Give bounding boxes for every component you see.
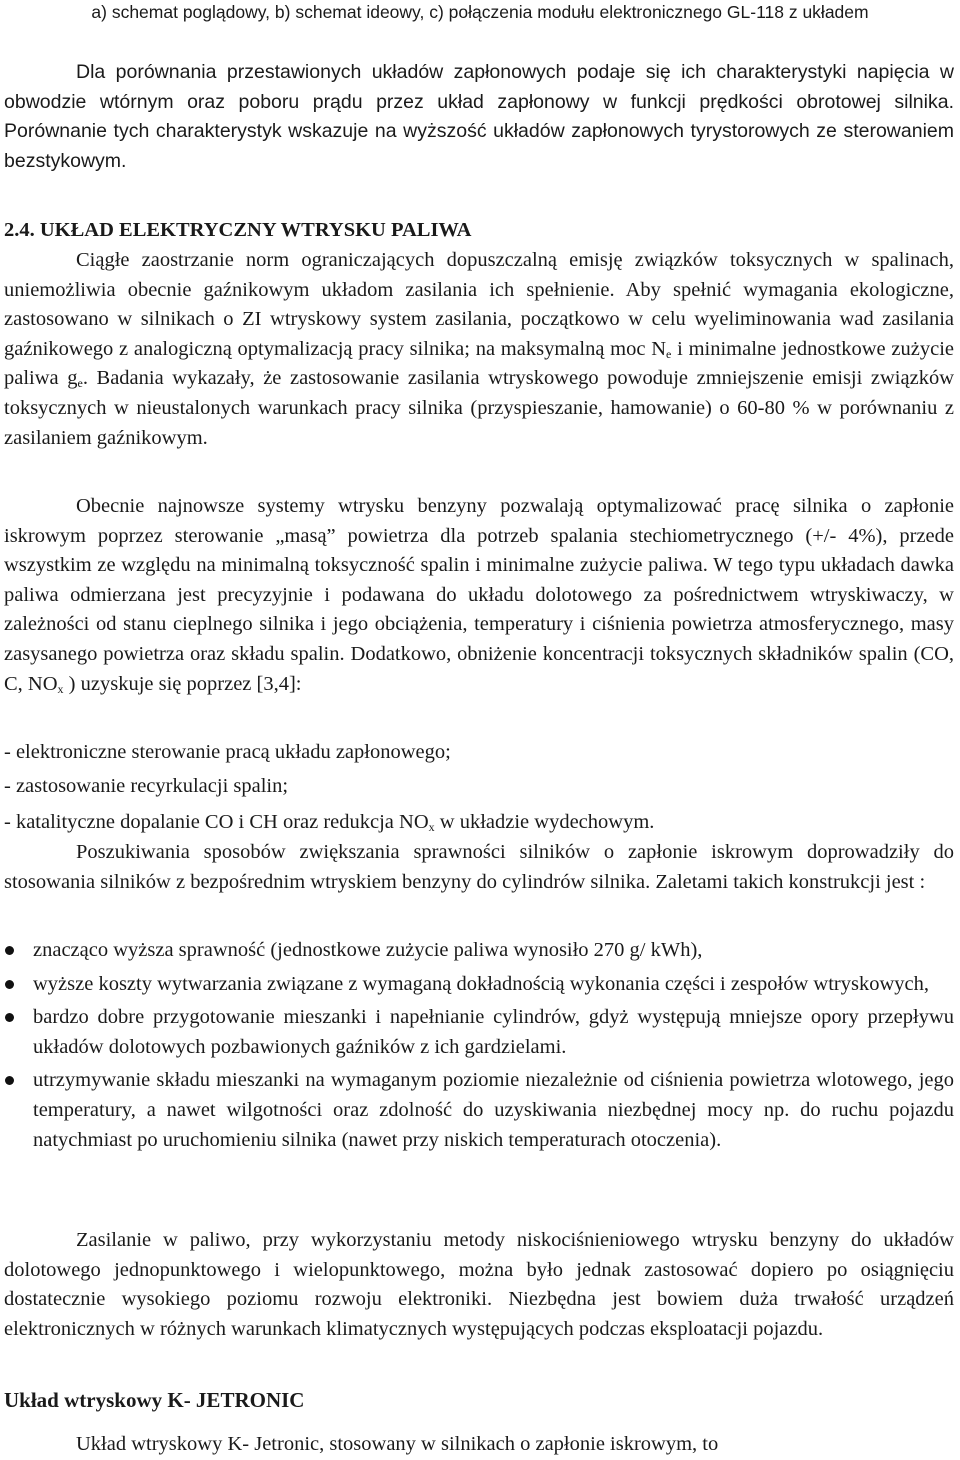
- p1-text-a: Ciągłe zaostrzanie norm ograniczających dopuszczalną emisję związków toksycznych w spalinach, uniemożliwia obecnie gaźnikowym układom zasilania ich spełnienie.: [4, 249, 954, 301]
- dash3-text-a: - katalityczne dopalanie CO i CH oraz redukcja NO: [4, 811, 429, 833]
- list-item-text: utrzymywanie składu mieszanki na wymaganym poziomie niezależnie od ciśnienia powietrza wlotowego, jego temperatury, a nawet wilgotności oraz zdolność do uzyskiwania niezbędnej mocy np. do ruchu pojazdu natychmiast po uruchomieniu silnika (nawet przy niskich temperaturach otoczenia).: [33, 1069, 954, 1151]
- p2-text-c: Dodatkowo, obniżenie koncentracji toksycznych składników spalin (CO, C, NO: [4, 642, 955, 695]
- p1-subscript-ne: e: [666, 346, 672, 361]
- p1-text-c: i minimalne jednostkowe zużycie paliwa g: [4, 337, 954, 390]
- intro-text-part2: Porównanie tych charakterystyk wskazuje na wyższość układów zapłonowych tyrystorowych ze sterowaniem bezstykowym.: [4, 120, 954, 172]
- list-item: [0, 1066, 954, 1155]
- section-heading: 2.4. UKŁAD ELEKTRYCZNY WTRYSKU PALIWA: [4, 219, 472, 241]
- intro-paragraph: [4, 58, 954, 176]
- section-paragraph-3: Poszukiwania sposobów zwiększania sprawności silników o zapłonie iskrowym doprowadziły do stosowania silników z bezpośrednim wtryskiem benzyny do cylindrów silnika. Zaletami takich konstrukcji jest :: [4, 841, 954, 893]
- bullet-icon: [5, 1076, 14, 1085]
- advantages-list: [0, 936, 954, 1159]
- figure-caption: a) schemat poglądowy, b) schemat ideowy, c) połączenia modułu elektronicznego GL-118 z układem: [91, 2, 869, 22]
- list-item-text: wyższe koszty wytwarzania związane z wymaganą dokładnością wykonania części i zespołów wtryskowych,: [33, 972, 929, 995]
- subsection-text: Układ wtryskowy K- Jetronic, stosowany w silnikach o zapłonie iskrowym, to: [76, 1433, 719, 1455]
- list-item-text: znacząco wyższa sprawność (jednostkowe zużycie paliwa wynosiło 270 g/ kWh),: [33, 939, 703, 961]
- list-item: [0, 970, 954, 1000]
- dash-item-catalytic: [4, 808, 954, 838]
- subsection-title: Układ wtryskowy K- JETRONIC: [4, 1388, 305, 1412]
- intro-text-part1: Dla porównania przestawionych układów zapłonowych podaje się ich charakterystyki napięcia w obwodzie wtórnym oraz poboru prądu przez układ zapłonowy w funkcji prędkości obrotowej silnika.: [4, 61, 954, 113]
- dash-item-ignition: - elektroniczne sterowanie pracą układu zapłonowego;: [4, 741, 451, 763]
- bullet-icon: [5, 1013, 14, 1022]
- section-paragraph-2: [4, 492, 954, 699]
- p2-text-b: W tego typu układach dawka paliwa odmierzana jest precyzyjnie i podawana do układu dolotowego za pośrednictwem wtryskiwaczy, w zależności od stanu cieplnego silnika i jego obciążenia, temperatury i ciśnienia powietrza atmosferycznego, masy zasysanego powietrza oraz składu spalin.: [4, 554, 954, 665]
- bullet-icon: [5, 980, 14, 989]
- section-paragraph-1: [4, 246, 954, 453]
- p1-text-b: Aby spełnić wymagania ekologiczne, zastosowano w silnikach o ZI wtryskowy system zasilania, początkowo w celu wyeliminowania wad zasilania gaźnikowego z analogiczną optymalizacją pracy silnika; na maksymalną moc N: [4, 278, 954, 360]
- p2-text-d: ) uzyskuje się poprzez [3,4]:: [63, 672, 302, 695]
- section-paragraph-4: Zasilanie w paliwo, przy wykorzystaniu metody niskociśnieniowego wtrysku benzyny do układów dolotowego jednopunktowego i wielopunktowego, można było jednak zastosować dopiero po osiągnięciu dostatecznie wysokiego poziomu rozwoju elektroniki. Niezbędna jest bowiem duża trwałość urządzeń elektronicznych w różnych warunkach klimatycznych występujących podczas eksploatacji pojazdu.: [4, 1229, 954, 1340]
- p1-subscript-ge: e: [77, 376, 83, 391]
- p2-text-a: Obecnie najnowsze systemy wtrysku benzyny pozwalają optymalizować pracę silnika o zapłonie iskrowym poprzez sterowanie „masą” powietrza dla potrzeb spalania stechiometrycznego (+/- 4%), przede wszystkim ze względu na minimalną toksyczność spalin i minimalne zużycie paliwa.: [4, 495, 954, 577]
- list-item-text: bardzo dobre przygotowanie mieszanki i napełnianie cylindrów, gdyż występują mniejsze opory przepływu układów dolotowych pozbawionych gaźników z ich gardzielami.: [33, 1006, 954, 1058]
- dash3-text-b: w układzie wydechowym.: [434, 811, 655, 833]
- bullet-icon: [5, 946, 14, 955]
- list-item: [0, 936, 954, 966]
- dash-item-recirculation: - zastosowanie recyrkulacji spalin;: [4, 775, 289, 797]
- p1-text-d: . Badania wykazały, że zastosowanie zasilania wtryskowego powoduje zmniejszenie emisji związków toksycznych w nieustalonych warunkach pracy silnika (przyspieszanie, hamowanie) o 60-80 % w porównaniu z zasilaniem gaźnikowym.: [4, 367, 954, 449]
- p2-subscript-nox: x: [57, 681, 64, 696]
- list-item: [0, 1003, 954, 1062]
- dash3-subscript-x: x: [428, 820, 435, 834]
